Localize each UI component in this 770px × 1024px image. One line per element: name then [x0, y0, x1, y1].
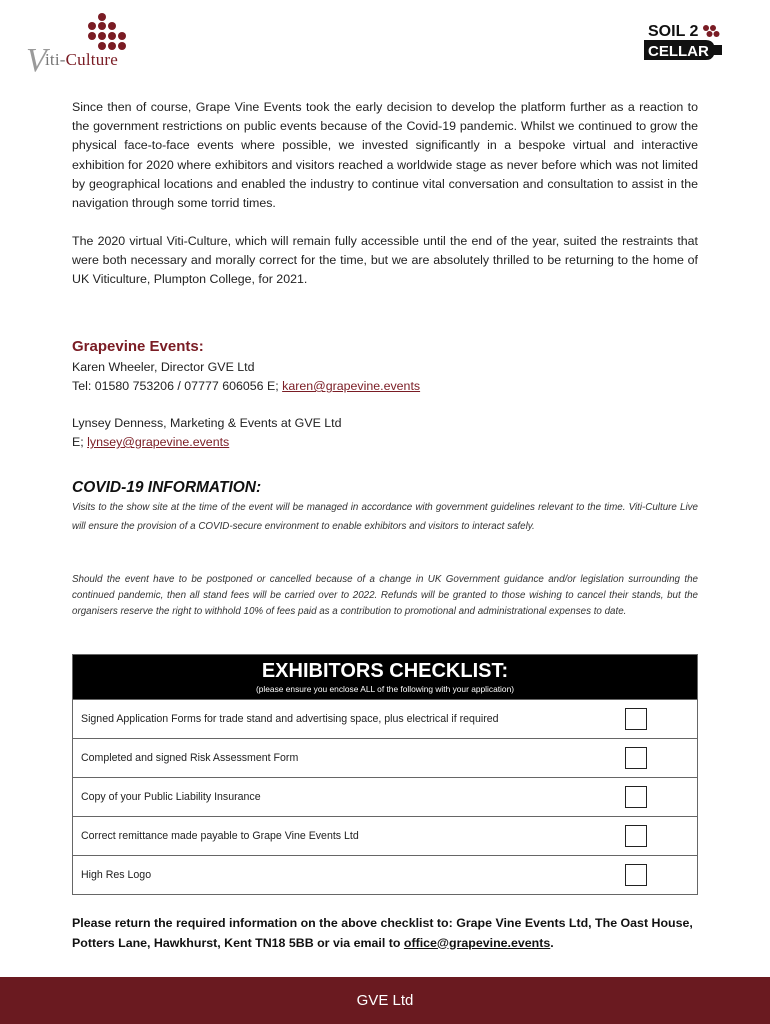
covid-paragraph-2: Should the event have to be postponed or cancelled because of a change in UK Government guidance and/or legislation surrounding the continued pandemic, then all stand fees will be carried over to 2022. Refunds will be granted to those wishing to cancel their stands, but the organisers reserve the right to withhold 10% of fees paid as a contribution to promotional and administrational expenses to date.: [72, 574, 698, 617]
footer-bar: [0, 977, 770, 1024]
lynsey-contact: [72, 414, 342, 452]
bottle-icon: [640, 18, 730, 68]
return-instructions: Please return the required information on the above checklist to: Grape Vine Events Ltd, The Oast House, Potters Lane, Hawkhurst, Kent TN18 5BB or via email to office@grapevine.events.: [72, 916, 693, 950]
soil-2-cellar-logo: [640, 18, 730, 68]
checklist-row: [73, 777, 697, 816]
checklist-checkbox[interactable]: [625, 708, 647, 730]
exhibitors-checklist: [72, 654, 698, 895]
office-email-link[interactable]: office@grapevine.events: [403, 935, 551, 950]
karen-email-link[interactable]: karen@grapevine.events: [282, 379, 421, 393]
checklist-subtitle: (please ensure you enclose ALL of the following with your application): [255, 684, 515, 694]
checklist-checkbox[interactable]: [625, 825, 647, 847]
intro-paragraph-2: The 2020 virtual Viti-Culture, which will remain fully accessible until the end of the year, suited the restraints that were both necessary and morally correct for the time, but we are absolutely thrilled to be returning to the home of UK Viticulture, Plumpton College, for 2021.: [72, 234, 698, 287]
soil-2-text: SOIL 2: [648, 23, 699, 40]
checklist-item-label: High Res Logo: [81, 869, 152, 881]
checklist-row: [73, 816, 697, 855]
viti-culture-wordmark: Viti-Culture: [26, 42, 119, 79]
checklist-item-label: Completed and signed Risk Assessment Form: [81, 752, 299, 764]
lynsey-name-line: Lynsey Denness, Marketing & Events at GVE Ltd: [72, 416, 342, 430]
checklist-header: [73, 655, 697, 699]
checklist-checkbox[interactable]: [625, 786, 647, 808]
karen-tel-line: Tel: 01580 753206 / 07777 606056 E; karen@grapevine.events: [72, 379, 421, 393]
checklist-item-label: Copy of your Public Liability Insurance: [81, 791, 261, 803]
viti-culture-logo: [26, 12, 146, 79]
checklist-item-label: Correct remittance made payable to Grape Vine Events Ltd: [81, 830, 359, 842]
checklist-checkbox[interactable]: [625, 747, 647, 769]
lynsey-email-line: E; lynsey@grapevine.events: [72, 435, 230, 449]
checklist-row: [73, 699, 697, 738]
lynsey-email-link[interactable]: lynsey@grapevine.events: [87, 435, 230, 449]
covid-paragraph-1: Visits to the show site at the time of the event will be managed in accordance with government guidelines relevant to the time. Viti-Culture Live will ensure the provision of a COVID-secure environment to enable exhibitors and visitors to interact safely.: [72, 502, 698, 532]
cellar-text: CELLAR: [648, 43, 709, 60]
checklist-title: EXHIBITORS CHECKLIST:: [261, 660, 509, 682]
footer-text: GVE Ltd: [356, 992, 414, 1009]
intro-paragraph-1: Since then of course, Grape Vine Events took the early decision to develop the platform further as a reaction to the government restrictions on public events because of the Covid-19 pandemic. Whilst we continued to grow the physical face-to-face events where possible, we invested significantly in a bespoke virtual and interactive exhibition for 2020 where exhibitors and visitors reached a worldwide stage as never before which was not limited by geographical locations and enabled the industry to continue vital conversation and consultation to assist in the navigation through some torrid times.: [72, 100, 698, 211]
covid-heading: COVID-19 INFORMATION:: [72, 479, 262, 496]
checklist-checkbox[interactable]: [625, 864, 647, 886]
karen-contact: [72, 358, 420, 396]
checklist-row: [73, 738, 697, 777]
karen-name-line: Karen Wheeler, Director GVE Ltd: [72, 360, 255, 374]
grapevine-events-heading: Grapevine Events:: [72, 338, 204, 355]
checklist-row: [73, 855, 697, 894]
checklist-item-label: Signed Application Forms for trade stand and advertising space, plus electrical if required: [81, 713, 499, 725]
